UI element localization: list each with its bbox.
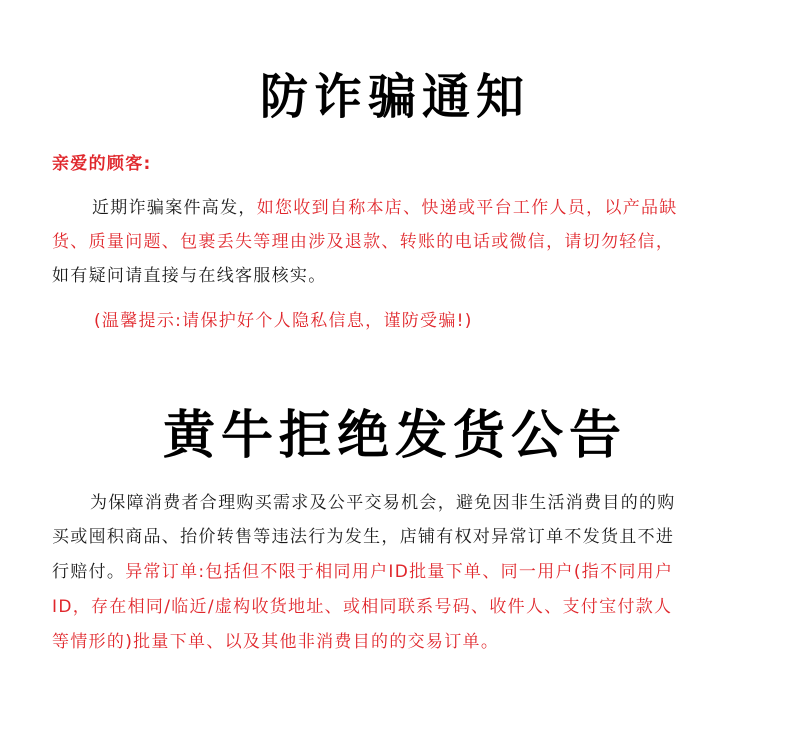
greeting: 亲爱的顾客: (52, 154, 152, 174)
notice1-line3: 如有疑问请直接与在线客服核实。 (52, 266, 327, 286)
notice2-line5: 等情形的)批量下单、以及其他非消费目的的交易订单。 (52, 632, 500, 652)
notice2-line3-black: 行赔付。 (52, 562, 126, 582)
anti-fraud-title: 防诈骗通知 (259, 69, 530, 125)
notice2-line3-red: 异常订单:包括但不限于相同用户ID批量下单、同一用户(指不同用户 (125, 562, 674, 582)
notice1-line1 (52, 196, 752, 220)
notice2-line1: 为保障消费者合理购买需求及公平交易机会，避免因非生活消费目的的购 (90, 493, 676, 513)
notice1-line2: 货、质量问题、包裹丢失等理由涉及退款、转账的电话或微信，请切勿轻信， (52, 232, 675, 252)
privacy-tip: (温馨提示:请保护好个人隐私信息，谨防受骗!) (94, 311, 473, 331)
notice1-line1-red: 如您收到自称本店、快递或平台工作人员，以产品缺 (256, 198, 678, 218)
notice2-line4: ID，存在相同/临近/虚构收货地址、或相同联系号码、收件人、支付宝付款人 (52, 597, 673, 617)
scalper-notice-title: 黄牛拒绝发货公告 (162, 406, 627, 466)
notice2-line3 (52, 560, 752, 584)
notice1-line1-black: 近期诈骗案件高发， (92, 198, 257, 218)
notice2-line2: 买或囤积商品、抬价转售等违法行为发生，店铺有权对异常订单不发货且不进 (52, 527, 675, 547)
